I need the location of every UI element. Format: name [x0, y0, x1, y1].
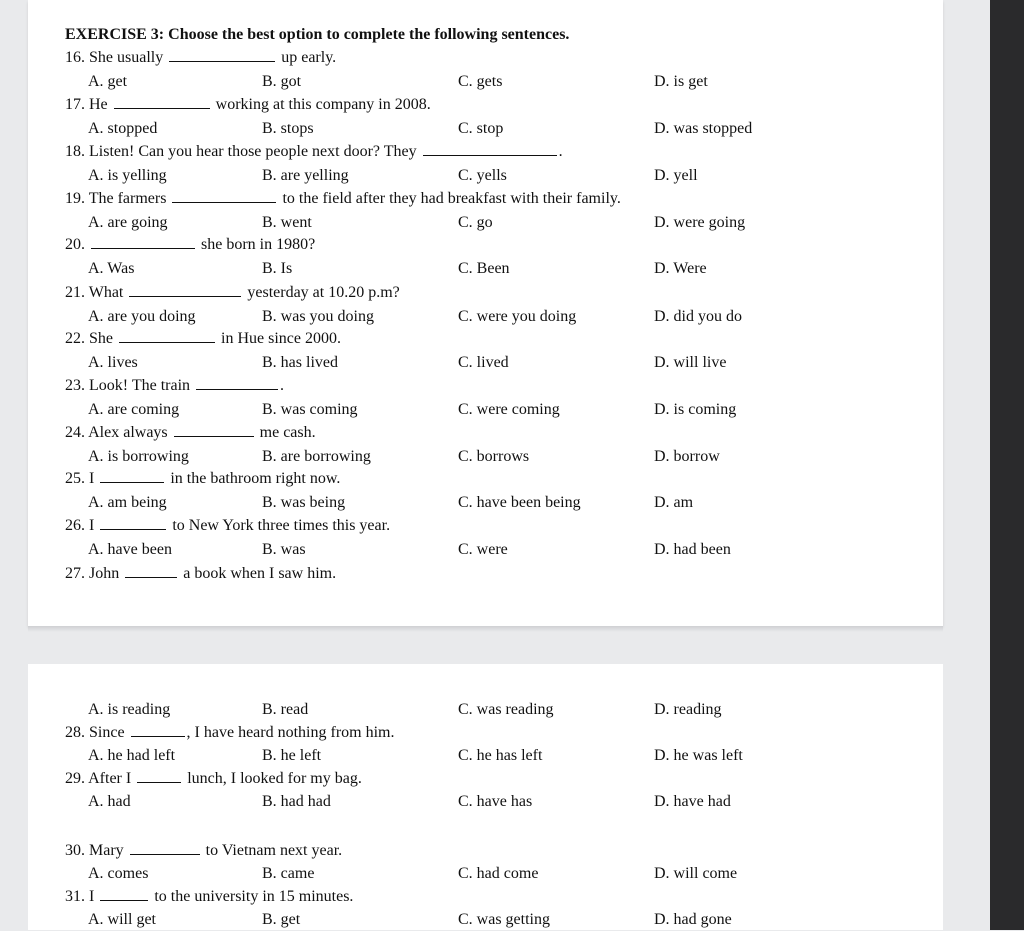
question-text-start: 17. He	[65, 96, 108, 113]
question-27	[65, 563, 336, 585]
answer-blank	[100, 886, 148, 901]
option-a: A. are you doing	[88, 308, 196, 325]
answer-blank	[100, 515, 166, 530]
option-b: B. read	[262, 701, 309, 718]
answer-blank	[131, 722, 185, 737]
option-b: B. has lived	[262, 354, 338, 371]
option-d: D. Were	[654, 260, 707, 277]
option-c: C. go	[458, 214, 493, 231]
question-22	[65, 328, 341, 350]
option-a: A. is yelling	[88, 167, 167, 184]
question-text-end: lunch, I looked for my bag.	[183, 770, 362, 787]
option-c: C. Been	[458, 260, 510, 277]
option-a: A. will get	[88, 911, 156, 928]
question-text-start: 20.	[65, 236, 85, 253]
option-d: D. is get	[654, 73, 708, 90]
question-30	[65, 840, 342, 862]
option-d: D. did you do	[654, 308, 742, 325]
question-16	[65, 47, 336, 69]
option-a: A. are coming	[88, 401, 180, 418]
option-b: B. had had	[262, 793, 331, 810]
question-text-end: .	[280, 377, 285, 394]
option-a: A. lives	[88, 354, 138, 371]
question-18	[65, 141, 563, 163]
option-b: B. got	[262, 73, 302, 90]
question-text-start: 30. Mary	[65, 842, 124, 859]
option-c: C. were	[458, 541, 508, 558]
question-text-start: 22. She	[65, 330, 113, 347]
option-a: A. had	[88, 793, 131, 810]
option-a: A. is borrowing	[88, 448, 189, 465]
question-text-end: yesterday at 10.20 p.m?	[243, 284, 400, 301]
option-d: D. borrow	[654, 448, 720, 465]
question-23	[65, 375, 284, 397]
option-c: C. have been being	[458, 494, 581, 511]
option-c: C. had come	[458, 865, 539, 882]
question-text-end: , I have heard nothing from him.	[186, 724, 395, 741]
answer-blank	[169, 47, 275, 62]
option-c: C. were coming	[458, 401, 560, 418]
question-text-start: 25. I	[65, 470, 95, 487]
option-d: D. he was left	[654, 747, 743, 764]
question-text-end: to Vietnam next year.	[201, 842, 343, 859]
question-29	[65, 768, 362, 790]
question-text-end: to the university in 15 minutes.	[150, 888, 354, 905]
option-c: C. was reading	[458, 701, 554, 718]
option-d: D. reading	[654, 701, 722, 718]
option-d: D. had gone	[654, 911, 732, 928]
option-b: B. was being	[262, 494, 346, 511]
option-d: D. were going	[654, 214, 746, 231]
option-b: B. Is	[262, 260, 293, 277]
option-b: B. get	[262, 911, 301, 928]
exercise-title: EXERCISE 3: Choose the best option to complete the following sentences.	[65, 26, 570, 43]
answer-blank	[119, 328, 215, 343]
question-text-start: 21. What	[65, 284, 124, 301]
option-d: D. is coming	[654, 401, 737, 418]
answer-blank	[100, 468, 164, 483]
question-text-end: to the field after they had breakfast with their family.	[278, 190, 621, 207]
option-c: C. lived	[458, 354, 509, 371]
option-a: A. he had left	[88, 747, 176, 764]
option-d: D. was stopped	[654, 120, 753, 137]
question-text-end: .	[558, 143, 563, 160]
answer-blank	[91, 234, 195, 249]
answer-blank	[423, 141, 557, 156]
question-17	[65, 94, 431, 116]
option-b: B. he left	[262, 747, 322, 764]
question-text-start: 27. John	[65, 565, 120, 582]
option-a: A. get	[88, 73, 128, 90]
question-21	[65, 282, 400, 304]
option-c: C. stop	[458, 120, 504, 137]
question-text-end: in the bathroom right now.	[166, 470, 341, 487]
option-c: C. was getting	[458, 911, 550, 928]
option-b: B. was you doing	[262, 308, 374, 325]
option-b: B. stops	[262, 120, 314, 137]
option-d: D. yell	[654, 167, 698, 184]
question-25	[65, 468, 340, 490]
question-text-end: to New York three times this year.	[168, 517, 391, 534]
option-b: B. was	[262, 541, 306, 558]
question-text-end: up early.	[277, 49, 337, 66]
option-a: A. is reading	[88, 701, 171, 718]
answer-blank	[125, 563, 177, 578]
option-b: B. are borrowing	[262, 448, 371, 465]
question-text-start: 24. Alex always	[65, 424, 168, 441]
answer-blank	[129, 282, 241, 297]
answer-blank	[174, 422, 254, 437]
option-c: C. were you doing	[458, 308, 577, 325]
question-text-start: 26. I	[65, 517, 95, 534]
question-text-start: 23. Look! The train	[65, 377, 191, 394]
option-a: A. have been	[88, 541, 172, 558]
option-c: C. yells	[458, 167, 507, 184]
option-b: B. was coming	[262, 401, 358, 418]
option-b: B. went	[262, 214, 312, 231]
question-text-end: she born in 1980?	[197, 236, 316, 253]
option-d: D. had been	[654, 541, 731, 558]
option-d: D. am	[654, 494, 694, 511]
question-28	[65, 722, 395, 744]
question-text-start: 19. The farmers	[65, 190, 167, 207]
question-19	[65, 188, 621, 210]
question-text-start: 16. She usually	[65, 49, 164, 66]
question-text-start: 18. Listen! Can you hear those people next door? They	[65, 143, 417, 160]
option-d: D. will come	[654, 865, 738, 882]
answer-blank	[130, 840, 200, 855]
option-d: D. will live	[654, 354, 727, 371]
answer-blank	[172, 188, 276, 203]
question-text-end: a book when I saw him.	[179, 565, 337, 582]
option-c: C. he has left	[458, 747, 543, 764]
right-edge-strip	[990, 0, 1024, 930]
option-c: C. borrows	[458, 448, 530, 465]
option-a: A. are going	[88, 214, 168, 231]
question-20	[65, 234, 315, 256]
answer-blank	[196, 375, 278, 390]
option-c: C. gets	[458, 73, 503, 90]
question-31	[65, 886, 353, 908]
option-a: A. stopped	[88, 120, 158, 137]
answer-blank	[137, 768, 181, 783]
question-26	[65, 515, 390, 537]
question-text-start: 28. Since	[65, 724, 125, 741]
option-a: A. comes	[88, 865, 149, 882]
answer-blank	[114, 94, 210, 109]
option-b: B. came	[262, 865, 315, 882]
option-a: A. Was	[88, 260, 135, 277]
question-text-end: me cash.	[255, 424, 316, 441]
question-24	[65, 422, 316, 444]
page-gap	[28, 626, 943, 632]
question-text-start: 29. After I	[65, 770, 132, 787]
question-text-end: in Hue since 2000.	[217, 330, 341, 347]
option-c: C. have has	[458, 793, 533, 810]
option-a: A. am being	[88, 494, 167, 511]
question-text-end: working at this company in 2008.	[211, 96, 431, 113]
option-b: B. are yelling	[262, 167, 349, 184]
question-text-start: 31. I	[65, 888, 95, 905]
option-d: D. have had	[654, 793, 731, 810]
